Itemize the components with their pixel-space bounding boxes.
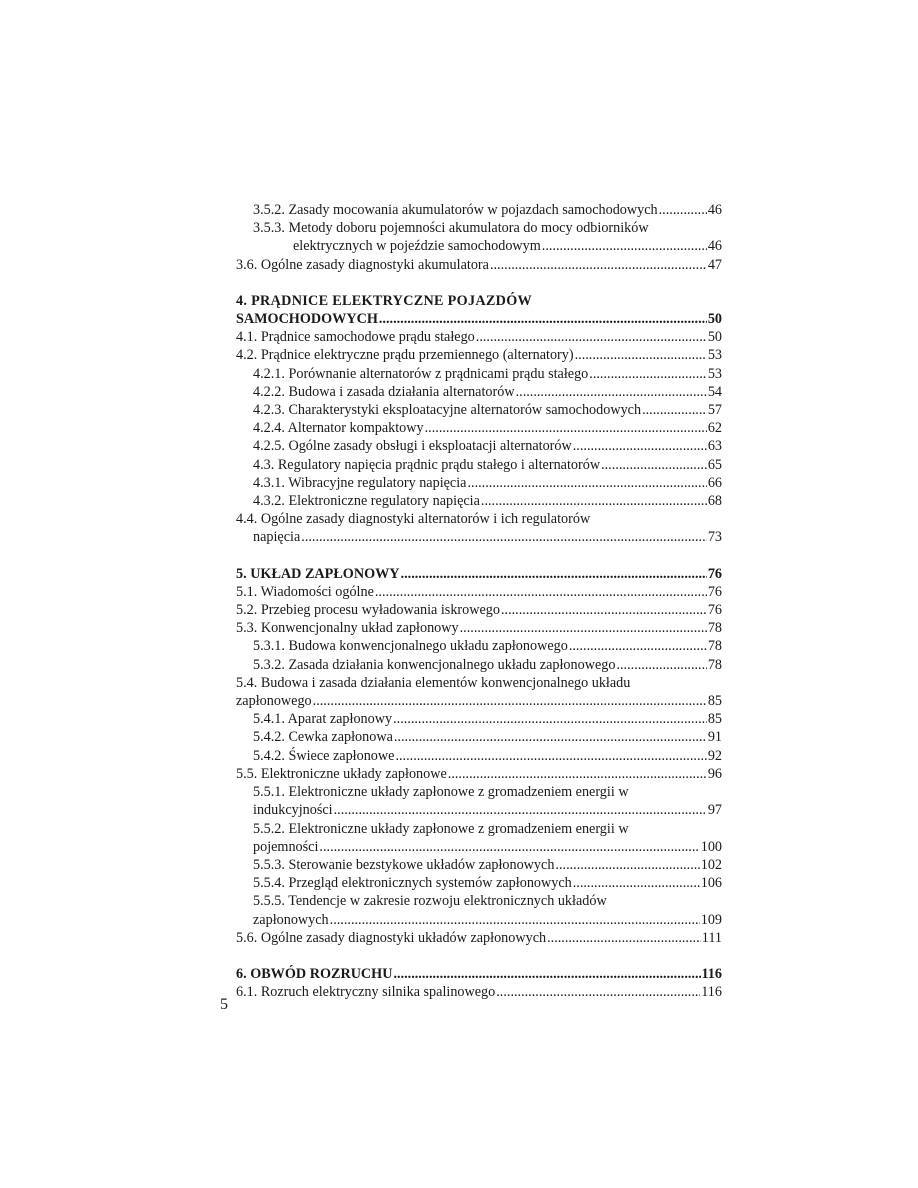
toc-page-number: 54 <box>707 383 722 400</box>
dot-leader <box>542 237 707 255</box>
toc-page-number: 62 <box>707 420 722 437</box>
toc-entry <box>236 328 722 346</box>
toc-entry-title-line: 4.4. Ogólne zasady diagnostyki alternatorów i ich regulatorów <box>236 511 591 528</box>
toc-page-number: 57 <box>707 402 722 419</box>
toc-entry-title: 6.1. Rozruch elektryczny silnika spalinowego <box>236 984 496 1001</box>
toc-entry <box>236 256 722 274</box>
toc-entry-title: 4.3. Regulatory napięcia prądnic prądu stałego i alternatorów <box>253 456 601 473</box>
dot-leader <box>601 456 707 474</box>
toc-entry <box>236 492 722 510</box>
toc-page-number: 46 <box>707 202 722 218</box>
toc-entry-title-line: 5.5.1. Elektroniczne układy zapłonowe z gromadzeniem energii w <box>253 784 629 801</box>
toc-entry-title: 5.2. Przebieg procesu wyładowania iskrowego <box>236 602 500 619</box>
toc-entry-title: 4.2.3. Charakterystyki eksploatacyjne alternatorów samochodowych <box>253 402 642 419</box>
dot-leader <box>425 419 707 437</box>
toc-entry-title: 5. UKŁAD ZAPŁONOWY <box>236 565 400 582</box>
toc-entry-title: 5.5. Elektroniczne układy zapłonowe <box>236 765 447 782</box>
toc-entry-title: SAMOCHODOWYCH <box>236 311 378 328</box>
toc-entry <box>236 346 722 364</box>
toc-page-number: 50 <box>707 329 722 346</box>
dot-leader <box>496 983 700 1001</box>
toc-page-number: 78 <box>707 656 722 673</box>
toc-entry-title: zapłonowych <box>253 911 329 928</box>
toc-page-number: 63 <box>707 438 722 455</box>
toc-page-number: 111 <box>701 929 722 946</box>
toc-entry-title: indukcyjności <box>253 802 333 819</box>
toc-entry <box>236 201 722 219</box>
toc-entry-title: 4.2. Prądnice elektryczne prądu przemiennego (alternatory) <box>236 347 574 364</box>
toc-entry <box>236 674 722 710</box>
dot-leader <box>319 838 699 856</box>
dot-leader <box>375 583 707 601</box>
toc-entry-title: elektrycznych w pojeździe samochodowym <box>293 238 541 255</box>
toc-chapter-entry <box>236 965 722 983</box>
toc-entry-title-line: 5.5.5. Tendencje w zakresie rozwoju elektronicznych układów <box>253 893 607 910</box>
dot-leader <box>401 565 707 583</box>
dot-leader <box>589 365 707 383</box>
dot-leader <box>476 328 707 346</box>
dot-leader <box>460 619 707 637</box>
dot-leader <box>467 474 706 492</box>
toc-entry-title: 4.2.1. Porównanie alternatorów z prądnicami prądu stałego <box>253 365 589 382</box>
toc-entry <box>236 892 722 928</box>
dot-leader <box>395 747 706 765</box>
toc-page-number: 47 <box>707 256 722 273</box>
toc-entry-title-line: 4. PRĄDNICE ELEKTRYCZNE POJAZDÓW <box>236 292 533 309</box>
dot-leader <box>569 637 707 655</box>
toc-page-number: 66 <box>707 474 722 491</box>
dot-leader <box>379 310 707 328</box>
toc-entry <box>236 510 722 546</box>
dot-leader <box>642 401 707 419</box>
toc-entry <box>236 474 722 492</box>
toc-entry <box>236 765 722 783</box>
toc-entry <box>236 747 722 765</box>
toc-entry <box>236 383 722 401</box>
toc-page-number: 78 <box>707 638 722 655</box>
toc-entry <box>236 710 722 728</box>
toc-entry <box>236 637 722 655</box>
toc-page-number: 73 <box>707 529 722 546</box>
toc-entry-title: 5.1. Wiadomości ogólne <box>236 583 374 600</box>
toc-entry <box>236 419 722 437</box>
toc-page-number: 92 <box>707 747 722 764</box>
toc-entry-title-line: 3.5.3. Metody doboru pojemności akumulatora do mocy odbiorników <box>253 220 649 237</box>
dot-leader <box>501 601 707 619</box>
toc-entry-title: 3.5.2. Zasady mocowania akumulatorów w pojazdach samochodowych <box>253 202 658 218</box>
toc-entry-title: 4.3.2. Elektroniczne regulatory napięcia <box>253 493 480 510</box>
toc-chapter-entry <box>236 565 722 583</box>
toc-entry-title: 4.2.4. Alternator kompaktowy <box>253 420 424 437</box>
dot-leader <box>313 692 707 710</box>
toc-entry-title: 6. OBWÓD ROZRUCHU <box>236 965 393 982</box>
dot-leader <box>555 856 699 874</box>
toc-entry <box>236 619 722 637</box>
dot-leader <box>393 710 707 728</box>
dot-leader <box>394 728 707 746</box>
toc-page-number: 53 <box>707 347 722 364</box>
toc-page-number: 76 <box>707 583 722 600</box>
toc-entry <box>236 783 722 819</box>
toc-page-number: 116 <box>701 965 722 982</box>
toc-entry-title: 4.1. Prądnice samochodowe prądu stałego <box>236 329 475 346</box>
toc-page-number: 46 <box>707 238 722 255</box>
dot-leader <box>616 656 706 674</box>
toc-entry-title: 4.3.1. Wibracyjne regulatory napięcia <box>253 474 467 491</box>
dot-leader <box>481 492 707 510</box>
dot-leader <box>330 911 700 929</box>
toc-entry-title-line: 5.5.2. Elektroniczne układy zapłonowe z gromadzeniem energii w <box>253 820 629 837</box>
toc-entry <box>236 856 722 874</box>
toc-page-number: 68 <box>707 493 722 510</box>
dot-leader <box>659 201 707 219</box>
toc-page-number: 76 <box>707 565 722 582</box>
toc-entry-title: 5.3.2. Zasada działania konwencjonalnego układu zapłonowego <box>253 656 616 673</box>
toc-entry <box>236 583 722 601</box>
dot-leader <box>393 965 700 983</box>
toc-entry-title: 4.2.2. Budowa i zasada działania alternatorów <box>253 383 515 400</box>
toc-entry-title: 5.4.2. Cewka zapłonowa <box>253 729 393 746</box>
toc-entry <box>236 983 722 1001</box>
toc-entry <box>236 365 722 383</box>
toc-page-number: 53 <box>707 365 722 382</box>
toc-entry-title: 5.6. Ogólne zasady diagnostyki układów zapłonowych <box>236 929 547 946</box>
toc-page-number: 78 <box>707 620 722 637</box>
dot-leader <box>301 528 707 546</box>
table-of-contents <box>236 201 722 1001</box>
toc-entry <box>236 820 722 856</box>
toc-page-number: 116 <box>701 984 722 1001</box>
toc-entry-title: 3.6. Ogólne zasady diagnostyki akumulatora <box>236 256 489 273</box>
toc-entry <box>236 929 722 947</box>
toc-entry-title: 5.3. Konwencjonalny układ zapłonowy <box>236 620 459 637</box>
toc-entry <box>236 219 722 255</box>
dot-leader <box>573 437 707 455</box>
toc-entry-title: 5.5.3. Sterowanie bezstykowe układów zapłonowych <box>253 856 555 873</box>
dot-leader <box>575 346 707 364</box>
toc-entry-title-line: 5.4. Budowa i zasada działania elementów konwencjonalnego układu <box>236 674 631 691</box>
toc-entry <box>236 437 722 455</box>
dot-leader <box>573 874 700 892</box>
dot-leader <box>334 801 707 819</box>
toc-entry-title: zapłonowego <box>236 693 312 710</box>
toc-entry-title: 4.2.5. Ogólne zasady obsługi i eksploatacji alternatorów <box>253 438 572 455</box>
toc-page-number: 102 <box>700 856 722 873</box>
toc-entry-title: napięcia <box>253 529 301 546</box>
toc-page-number: 91 <box>707 729 722 746</box>
dot-leader <box>448 765 707 783</box>
toc-entry-title: 5.4.1. Aparat zapłonowy <box>253 711 393 728</box>
dot-leader <box>516 383 707 401</box>
dot-leader <box>547 929 701 947</box>
toc-page-number: 85 <box>707 711 722 728</box>
toc-entry <box>236 728 722 746</box>
toc-page-number: 97 <box>707 802 722 819</box>
toc-entry-title: 5.4.2. Świece zapłonowe <box>253 747 395 764</box>
page-number: 5 <box>220 996 228 1013</box>
toc-entry <box>236 401 722 419</box>
toc-entry <box>236 601 722 619</box>
toc-entry <box>236 456 722 474</box>
dot-leader <box>490 256 707 274</box>
toc-page-number: 109 <box>700 911 722 928</box>
toc-entry-title: 5.3.1. Budowa konwencjonalnego układu zapłonowego <box>253 638 568 655</box>
toc-page-number: 85 <box>707 693 722 710</box>
toc-entry-title: 5.5.4. Przegląd elektronicznych systemów zapłonowych <box>253 875 572 892</box>
toc-page-number: 76 <box>707 602 722 619</box>
toc-page-number: 106 <box>700 875 722 892</box>
toc-page-number: 65 <box>707 456 722 473</box>
toc-entry-title: pojemności <box>253 838 319 855</box>
toc-page-number: 96 <box>707 765 722 782</box>
toc-page-number: 100 <box>700 838 722 855</box>
toc-entry <box>236 874 722 892</box>
toc-entry <box>236 656 722 674</box>
toc-page-number: 50 <box>707 311 722 328</box>
toc-chapter-entry <box>236 292 722 328</box>
